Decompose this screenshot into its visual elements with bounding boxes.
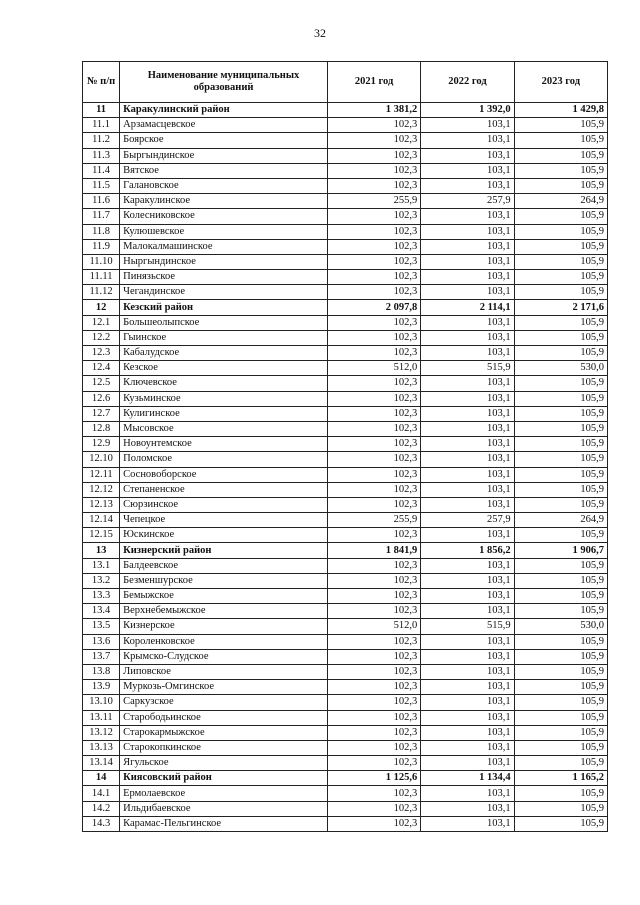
- cell-num: 11.7: [83, 209, 120, 224]
- cell-name: Муркозь-Омгинское: [120, 680, 328, 695]
- table-row: [83, 710, 608, 725]
- cell-2022: 103,1: [421, 224, 514, 239]
- cell-name: Липовское: [120, 664, 328, 679]
- cell-2022: 103,1: [421, 589, 514, 604]
- cell-2021: 102,3: [327, 437, 420, 452]
- table-row: [83, 224, 608, 239]
- cell-2023: 105,9: [514, 315, 607, 330]
- cell-2021: 102,3: [327, 710, 420, 725]
- cell-2023: 105,9: [514, 330, 607, 345]
- table-body: [83, 103, 608, 832]
- cell-num: 11.6: [83, 194, 120, 209]
- cell-name: Киясовский район: [120, 771, 328, 786]
- cell-2023: 105,9: [514, 725, 607, 740]
- cell-2021: 102,3: [327, 604, 420, 619]
- cell-2022: 257,9: [421, 194, 514, 209]
- table-row: [83, 497, 608, 512]
- cell-name: Старободьинское: [120, 710, 328, 725]
- cell-2023: 105,9: [514, 376, 607, 391]
- cell-name: Чегандинское: [120, 285, 328, 300]
- cell-2022: 103,1: [421, 285, 514, 300]
- cell-2022: 103,1: [421, 786, 514, 801]
- cell-2023: 530,0: [514, 619, 607, 634]
- cell-2022: 103,1: [421, 801, 514, 816]
- cell-2021: 102,3: [327, 725, 420, 740]
- cell-num: 13.2: [83, 573, 120, 588]
- table-row: [83, 589, 608, 604]
- table-row: [83, 361, 608, 376]
- table-row: [83, 816, 608, 831]
- cell-2022: 103,1: [421, 148, 514, 163]
- cell-num: 11.4: [83, 163, 120, 178]
- table-row: [83, 801, 608, 816]
- cell-2023: 105,9: [514, 528, 607, 543]
- cell-2023: 105,9: [514, 118, 607, 133]
- cell-name: Кузьминское: [120, 391, 328, 406]
- cell-2023: 105,9: [514, 786, 607, 801]
- cell-2021: 102,3: [327, 209, 420, 224]
- table-header-row: [83, 62, 608, 103]
- table-row: [83, 376, 608, 391]
- cell-2023: 105,9: [514, 695, 607, 710]
- cell-num: 12.3: [83, 346, 120, 361]
- cell-name: Сосновоборское: [120, 467, 328, 482]
- cell-2023: 105,9: [514, 254, 607, 269]
- district-row: [83, 543, 608, 558]
- cell-2022: 103,1: [421, 680, 514, 695]
- cell-num: 12.13: [83, 497, 120, 512]
- cell-2021: 102,3: [327, 315, 420, 330]
- cell-num: 11.12: [83, 285, 120, 300]
- cell-name: Вятское: [120, 163, 328, 178]
- cell-num: 12.14: [83, 513, 120, 528]
- table-row: [83, 786, 608, 801]
- cell-2021: 102,3: [327, 482, 420, 497]
- cell-num: 11.8: [83, 224, 120, 239]
- cell-name: Ягульское: [120, 756, 328, 771]
- cell-2023: 105,9: [514, 664, 607, 679]
- cell-name: Безменшурское: [120, 573, 328, 588]
- table-row: [83, 740, 608, 755]
- table-row: [83, 194, 608, 209]
- cell-2021: 102,3: [327, 816, 420, 831]
- cell-2021: 102,3: [327, 558, 420, 573]
- cell-2021: 102,3: [327, 786, 420, 801]
- cell-2021: 102,3: [327, 634, 420, 649]
- cell-2023: 105,9: [514, 406, 607, 421]
- cell-name: Ермолаевское: [120, 786, 328, 801]
- cell-2023: 105,9: [514, 224, 607, 239]
- cell-num: 13.4: [83, 604, 120, 619]
- cell-2023: 105,9: [514, 558, 607, 573]
- cell-2021: 102,3: [327, 285, 420, 300]
- header-name: Наименование муниципальных образований: [120, 62, 328, 103]
- table-row: [83, 756, 608, 771]
- table-row: [83, 118, 608, 133]
- cell-2023: 105,9: [514, 163, 607, 178]
- table-row: [83, 285, 608, 300]
- cell-2023: 105,9: [514, 209, 607, 224]
- cell-2021: 102,3: [327, 239, 420, 254]
- cell-num: 12.8: [83, 421, 120, 436]
- cell-name: Малокалмашинское: [120, 239, 328, 254]
- cell-name: Бемыжское: [120, 589, 328, 604]
- cell-2022: 103,1: [421, 406, 514, 421]
- cell-2022: 103,1: [421, 421, 514, 436]
- cell-2022: 515,9: [421, 619, 514, 634]
- cell-name: Кезский район: [120, 300, 328, 315]
- cell-2021: 102,3: [327, 254, 420, 269]
- cell-2022: 103,1: [421, 330, 514, 345]
- cell-2022: 103,1: [421, 573, 514, 588]
- cell-name: Ключевское: [120, 376, 328, 391]
- cell-num: 11.5: [83, 178, 120, 193]
- cell-2023: 105,9: [514, 133, 607, 148]
- cell-2021: 102,3: [327, 224, 420, 239]
- cell-num: 12.12: [83, 482, 120, 497]
- cell-name: Колесниковское: [120, 209, 328, 224]
- cell-2022: 103,1: [421, 467, 514, 482]
- table-row: [83, 634, 608, 649]
- cell-2022: 2 114,1: [421, 300, 514, 315]
- table-row: [83, 133, 608, 148]
- table-row: [83, 315, 608, 330]
- cell-2021: 512,0: [327, 361, 420, 376]
- cell-2023: 105,9: [514, 421, 607, 436]
- cell-num: 13.5: [83, 619, 120, 634]
- cell-num: 13.7: [83, 649, 120, 664]
- cell-2021: 102,3: [327, 740, 420, 755]
- cell-2023: 1 429,8: [514, 103, 607, 118]
- table-row: [83, 558, 608, 573]
- cell-2022: 103,1: [421, 452, 514, 467]
- table-row: [83, 664, 608, 679]
- cell-name: Степаненское: [120, 482, 328, 497]
- header-2022: 2022 год: [421, 62, 514, 103]
- cell-2023: 105,9: [514, 634, 607, 649]
- cell-name: Ныргындинское: [120, 254, 328, 269]
- cell-name: Поломское: [120, 452, 328, 467]
- table-row: [83, 406, 608, 421]
- cell-num: 11.2: [83, 133, 120, 148]
- cell-2022: 103,1: [421, 725, 514, 740]
- header-2021: 2021 год: [327, 62, 420, 103]
- cell-2023: 105,9: [514, 740, 607, 755]
- cell-2023: 105,9: [514, 497, 607, 512]
- cell-2023: 2 171,6: [514, 300, 607, 315]
- cell-num: 12.1: [83, 315, 120, 330]
- budget-table: [82, 61, 608, 832]
- cell-2023: 105,9: [514, 816, 607, 831]
- table-row: [83, 178, 608, 193]
- cell-name: Чепецкое: [120, 513, 328, 528]
- cell-2023: 105,9: [514, 589, 607, 604]
- cell-name: Короленковское: [120, 634, 328, 649]
- cell-2021: 1 125,6: [327, 771, 420, 786]
- cell-2021: 102,3: [327, 452, 420, 467]
- cell-2021: 1 841,9: [327, 543, 420, 558]
- cell-2022: 103,1: [421, 118, 514, 133]
- cell-2023: 105,9: [514, 467, 607, 482]
- cell-2022: 1 392,0: [421, 103, 514, 118]
- cell-2022: 103,1: [421, 376, 514, 391]
- table-row: [83, 148, 608, 163]
- cell-2023: 105,9: [514, 148, 607, 163]
- cell-num: 13.14: [83, 756, 120, 771]
- cell-2021: 102,3: [327, 148, 420, 163]
- table-row: [83, 725, 608, 740]
- table-row: [83, 209, 608, 224]
- cell-name: Балдеевское: [120, 558, 328, 573]
- cell-name: Быргындинское: [120, 148, 328, 163]
- table-row: [83, 346, 608, 361]
- cell-2023: 264,9: [514, 194, 607, 209]
- cell-2022: 103,1: [421, 604, 514, 619]
- cell-2021: 102,3: [327, 467, 420, 482]
- cell-name: Боярское: [120, 133, 328, 148]
- cell-2022: 103,1: [421, 133, 514, 148]
- cell-name: Кулигинское: [120, 406, 328, 421]
- cell-num: 13.9: [83, 680, 120, 695]
- cell-num: 14: [83, 771, 120, 786]
- cell-2023: 105,9: [514, 437, 607, 452]
- cell-num: 13.11: [83, 710, 120, 725]
- cell-2021: 512,0: [327, 619, 420, 634]
- cell-name: Карамас-Пельгинское: [120, 816, 328, 831]
- cell-2021: 2 097,8: [327, 300, 420, 315]
- cell-2021: 102,3: [327, 589, 420, 604]
- cell-2021: 102,3: [327, 680, 420, 695]
- table-row: [83, 452, 608, 467]
- cell-2023: 530,0: [514, 361, 607, 376]
- cell-name: Крымско-Слудское: [120, 649, 328, 664]
- cell-2023: 105,9: [514, 573, 607, 588]
- cell-2022: 1 856,2: [421, 543, 514, 558]
- cell-2021: 102,3: [327, 421, 420, 436]
- cell-2022: 515,9: [421, 361, 514, 376]
- cell-2023: 264,9: [514, 513, 607, 528]
- cell-2022: 103,1: [421, 634, 514, 649]
- cell-2022: 103,1: [421, 178, 514, 193]
- district-row: [83, 103, 608, 118]
- cell-name: Галановское: [120, 178, 328, 193]
- table-row: [83, 163, 608, 178]
- cell-num: 11.3: [83, 148, 120, 163]
- table-row: [83, 649, 608, 664]
- cell-2022: 103,1: [421, 649, 514, 664]
- cell-num: 12.11: [83, 467, 120, 482]
- cell-2022: 103,1: [421, 163, 514, 178]
- cell-2021: 102,3: [327, 528, 420, 543]
- cell-2023: 105,9: [514, 604, 607, 619]
- cell-2021: 102,3: [327, 133, 420, 148]
- cell-2023: 105,9: [514, 391, 607, 406]
- cell-2021: 102,3: [327, 497, 420, 512]
- cell-2023: 105,9: [514, 346, 607, 361]
- cell-num: 11.9: [83, 239, 120, 254]
- cell-2021: 1 381,2: [327, 103, 420, 118]
- cell-2022: 103,1: [421, 497, 514, 512]
- table-row: [83, 573, 608, 588]
- table-row: [83, 680, 608, 695]
- cell-num: 13: [83, 543, 120, 558]
- cell-2021: 102,3: [327, 178, 420, 193]
- cell-2023: 105,9: [514, 239, 607, 254]
- header-num: № п/п: [83, 62, 120, 103]
- cell-2023: 105,9: [514, 285, 607, 300]
- cell-name: Кулюшевское: [120, 224, 328, 239]
- cell-num: 13.13: [83, 740, 120, 755]
- cell-name: Старокармыжское: [120, 725, 328, 740]
- cell-2021: 102,3: [327, 756, 420, 771]
- cell-2022: 103,1: [421, 391, 514, 406]
- cell-2022: 103,1: [421, 254, 514, 269]
- cell-2022: 103,1: [421, 315, 514, 330]
- cell-num: 12.10: [83, 452, 120, 467]
- table-row: [83, 254, 608, 269]
- cell-2023: 105,9: [514, 756, 607, 771]
- cell-2023: 105,9: [514, 452, 607, 467]
- cell-num: 14.3: [83, 816, 120, 831]
- cell-2023: 105,9: [514, 649, 607, 664]
- cell-name: Кезское: [120, 361, 328, 376]
- table-row: [83, 482, 608, 497]
- cell-2023: 105,9: [514, 178, 607, 193]
- cell-2022: 103,1: [421, 239, 514, 254]
- cell-2022: 103,1: [421, 558, 514, 573]
- cell-2021: 102,3: [327, 376, 420, 391]
- cell-name: Кизнерское: [120, 619, 328, 634]
- cell-2022: 103,1: [421, 482, 514, 497]
- cell-2023: 1 906,7: [514, 543, 607, 558]
- table-row: [83, 421, 608, 436]
- cell-2022: 103,1: [421, 346, 514, 361]
- table-row: [83, 513, 608, 528]
- table-row: [83, 695, 608, 710]
- table-row: [83, 239, 608, 254]
- table-row: [83, 270, 608, 285]
- cell-2021: 102,3: [327, 664, 420, 679]
- cell-2021: 102,3: [327, 330, 420, 345]
- cell-2022: 103,1: [421, 756, 514, 771]
- cell-2022: 103,1: [421, 695, 514, 710]
- cell-2023: 105,9: [514, 710, 607, 725]
- cell-2023: 105,9: [514, 270, 607, 285]
- cell-num: 14.2: [83, 801, 120, 816]
- cell-2021: 102,3: [327, 801, 420, 816]
- table-row: [83, 330, 608, 345]
- district-row: [83, 771, 608, 786]
- cell-2022: 103,1: [421, 209, 514, 224]
- cell-2022: 1 134,4: [421, 771, 514, 786]
- cell-num: 12.4: [83, 361, 120, 376]
- cell-2021: 255,9: [327, 194, 420, 209]
- cell-2022: 103,1: [421, 816, 514, 831]
- cell-num: 13.8: [83, 664, 120, 679]
- cell-2021: 102,3: [327, 270, 420, 285]
- cell-num: 13.3: [83, 589, 120, 604]
- cell-num: 11.11: [83, 270, 120, 285]
- cell-name: Новоунтемское: [120, 437, 328, 452]
- cell-2023: 105,9: [514, 801, 607, 816]
- cell-name: Каракулинское: [120, 194, 328, 209]
- cell-name: Гыинское: [120, 330, 328, 345]
- cell-2021: 102,3: [327, 346, 420, 361]
- table-row: [83, 391, 608, 406]
- cell-name: Сюрзинское: [120, 497, 328, 512]
- cell-2021: 102,3: [327, 649, 420, 664]
- cell-num: 12.15: [83, 528, 120, 543]
- cell-num: 11: [83, 103, 120, 118]
- cell-num: 13.12: [83, 725, 120, 740]
- cell-name: Каракулинский район: [120, 103, 328, 118]
- table-row: [83, 528, 608, 543]
- cell-2021: 102,3: [327, 118, 420, 133]
- cell-2022: 103,1: [421, 740, 514, 755]
- cell-num: 12.5: [83, 376, 120, 391]
- table-row: [83, 619, 608, 634]
- district-row: [83, 300, 608, 315]
- cell-num: 12.7: [83, 406, 120, 421]
- cell-num: 12: [83, 300, 120, 315]
- cell-name: Юскинское: [120, 528, 328, 543]
- table-row: [83, 604, 608, 619]
- table-row: [83, 437, 608, 452]
- cell-name: Кабалудское: [120, 346, 328, 361]
- cell-2021: 102,3: [327, 406, 420, 421]
- cell-2023: 105,9: [514, 482, 607, 497]
- cell-2022: 103,1: [421, 528, 514, 543]
- cell-num: 12.2: [83, 330, 120, 345]
- page-number: 32: [314, 26, 326, 40]
- cell-2021: 102,3: [327, 695, 420, 710]
- cell-num: 13.10: [83, 695, 120, 710]
- header-2023: 2023 год: [514, 62, 607, 103]
- table-row: [83, 467, 608, 482]
- cell-2022: 257,9: [421, 513, 514, 528]
- cell-num: 12.6: [83, 391, 120, 406]
- cell-num: 12.9: [83, 437, 120, 452]
- cell-2021: 102,3: [327, 163, 420, 178]
- cell-num: 13.6: [83, 634, 120, 649]
- cell-num: 11.10: [83, 254, 120, 269]
- cell-2021: 102,3: [327, 391, 420, 406]
- cell-2022: 103,1: [421, 664, 514, 679]
- cell-name: Арзамасцевское: [120, 118, 328, 133]
- cell-2021: 102,3: [327, 573, 420, 588]
- cell-name: Мысовское: [120, 421, 328, 436]
- cell-name: Старокопкинское: [120, 740, 328, 755]
- cell-name: Верхнебемыжское: [120, 604, 328, 619]
- cell-name: Саркузское: [120, 695, 328, 710]
- cell-2022: 103,1: [421, 437, 514, 452]
- cell-name: Пинязьское: [120, 270, 328, 285]
- cell-2022: 103,1: [421, 710, 514, 725]
- cell-num: 11.1: [83, 118, 120, 133]
- cell-2023: 1 165,2: [514, 771, 607, 786]
- cell-name: Кизнерский район: [120, 543, 328, 558]
- cell-num: 13.1: [83, 558, 120, 573]
- cell-num: 14.1: [83, 786, 120, 801]
- cell-2021: 255,9: [327, 513, 420, 528]
- cell-2022: 103,1: [421, 270, 514, 285]
- cell-name: Большеолыпское: [120, 315, 328, 330]
- cell-2023: 105,9: [514, 680, 607, 695]
- cell-name: Ильдибаевское: [120, 801, 328, 816]
